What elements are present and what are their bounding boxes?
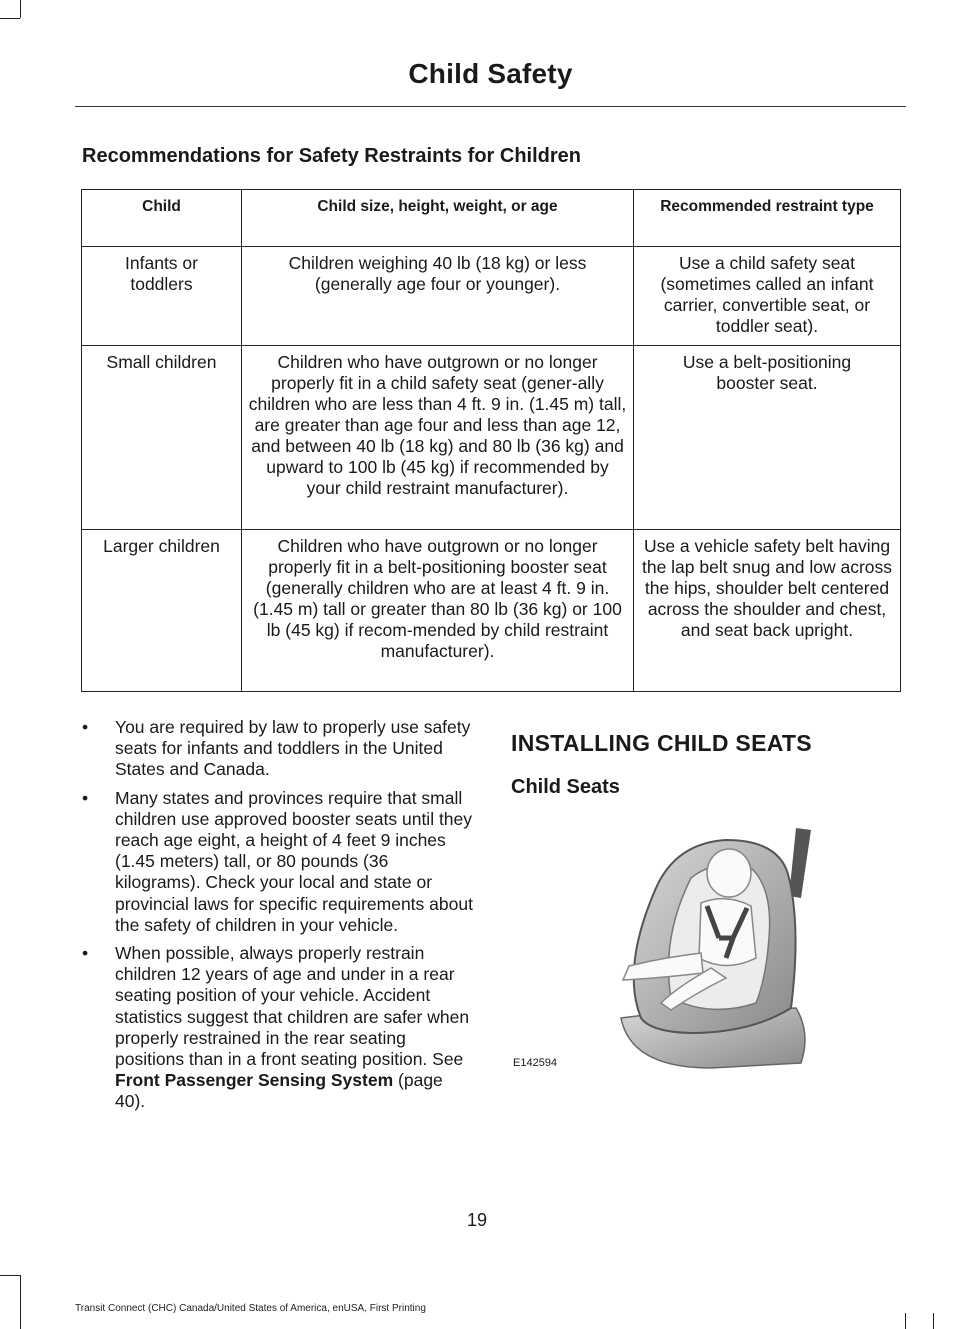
cell-size: Children who have outgrown or no longer properly fit in a child safety seat (gener-ally children who are less than 4 ft. 9 in. (1.45 m) tall, are greater than age four and less than age 12, and between 40 lb (18 kg) and 80 lb (36 kg) and upward to 100 lb (45 kg) if recommended by your child restraint manufacturer).: [242, 346, 634, 530]
table-header-row: [82, 190, 901, 247]
bullet-list: [82, 717, 474, 1120]
list-item-text: When possible, always properly restrain children 12 years of age and under in a rear seating position of your vehicle. Accident statistics suggest that children are safer when properly restrained in the rear seating positions than in a front seating position. See: [115, 943, 470, 1070]
cell-child: Larger children: [82, 530, 242, 692]
cell-restraint: Use a belt-positioning booster seat.: [634, 346, 901, 530]
footer-text: Transit Connect (CHC) Canada/United States of America, enUSA, First Printing: [75, 1303, 426, 1314]
column-header-size: Child size, height, weight, or age: [242, 190, 634, 247]
crop-mark-bottom-left-h: [0, 1275, 20, 1276]
cell-restraint: Use a child safety seat (sometimes called an infant carrier, convertible seat, or toddler seat).: [634, 247, 901, 346]
cell-child: Infants or toddlers: [82, 247, 242, 346]
column-header-child: Child: [82, 190, 242, 247]
page-title: Child Safety: [408, 58, 573, 89]
page-reference: (page 40).: [115, 1070, 443, 1112]
cell-size: Children who have outgrown or no longer properly fit in a belt-positioning booster seat (generally children who are at least 4 ft. 9 in. (1.45 m) tall or greater than 80 lb (36 kg) or 100 lb (45 kg) if recom-mended by child restraint manufacturer).: [242, 530, 634, 692]
list-item-text: You are required by law to properly use safety seats for infants and toddlers in the United States and Canada.: [115, 717, 471, 780]
list-item: [82, 717, 474, 781]
crop-mark-bottom-left-v: [20, 1275, 21, 1329]
crop-mark-bottom-right-v2: [933, 1313, 934, 1329]
bullet-icon: •: [82, 787, 89, 808]
child-seat-illustration: [511, 818, 821, 1076]
crop-mark-top-left-h: [0, 18, 20, 19]
page-number: 19: [466, 1210, 488, 1230]
section-heading: Recommendations for Safety Restraints for Children: [82, 145, 581, 167]
crop-mark-bottom-right-v: [905, 1313, 906, 1329]
restraint-recommendations-table: [81, 189, 901, 692]
table-row: [82, 530, 901, 692]
cell-size: Children weighing 40 lb (18 kg) or less (generally age four or younger).: [242, 247, 634, 346]
figure-code: E142594: [513, 1057, 558, 1069]
column-header-restraint: Recommended restraint type: [634, 190, 901, 247]
cross-reference-link[interactable]: Front Passenger Sensing System: [115, 1070, 394, 1091]
child-seats-subheading: Child Seats: [511, 776, 620, 798]
bullet-icon: •: [82, 943, 89, 964]
list-item: [82, 788, 474, 936]
list-item-text: Many states and provinces require that small children use approved booster seats until they reach age eight, a height of 4 feet 9 inches (1.45 meters) tall, or 80 pounds (36 kilograms). Check your local and state or provincial laws for specific requirements about the safety of children in your vehicle.: [115, 787, 473, 935]
cell-child: Small children: [82, 346, 242, 530]
cell-restraint: Use a vehicle safety belt having the lap belt snug and low across the hips, shoulder belt centered across the shoulder and chest, and seat back upright.: [634, 530, 901, 692]
crop-mark-top-left-v: [20, 0, 21, 18]
bullet-icon: •: [82, 717, 89, 737]
table-row: [82, 346, 901, 530]
installing-heading: INSTALLING CHILD SEATS: [511, 730, 812, 756]
title-divider: [75, 106, 906, 107]
list-item: [82, 943, 474, 1113]
table-row: [82, 247, 901, 346]
